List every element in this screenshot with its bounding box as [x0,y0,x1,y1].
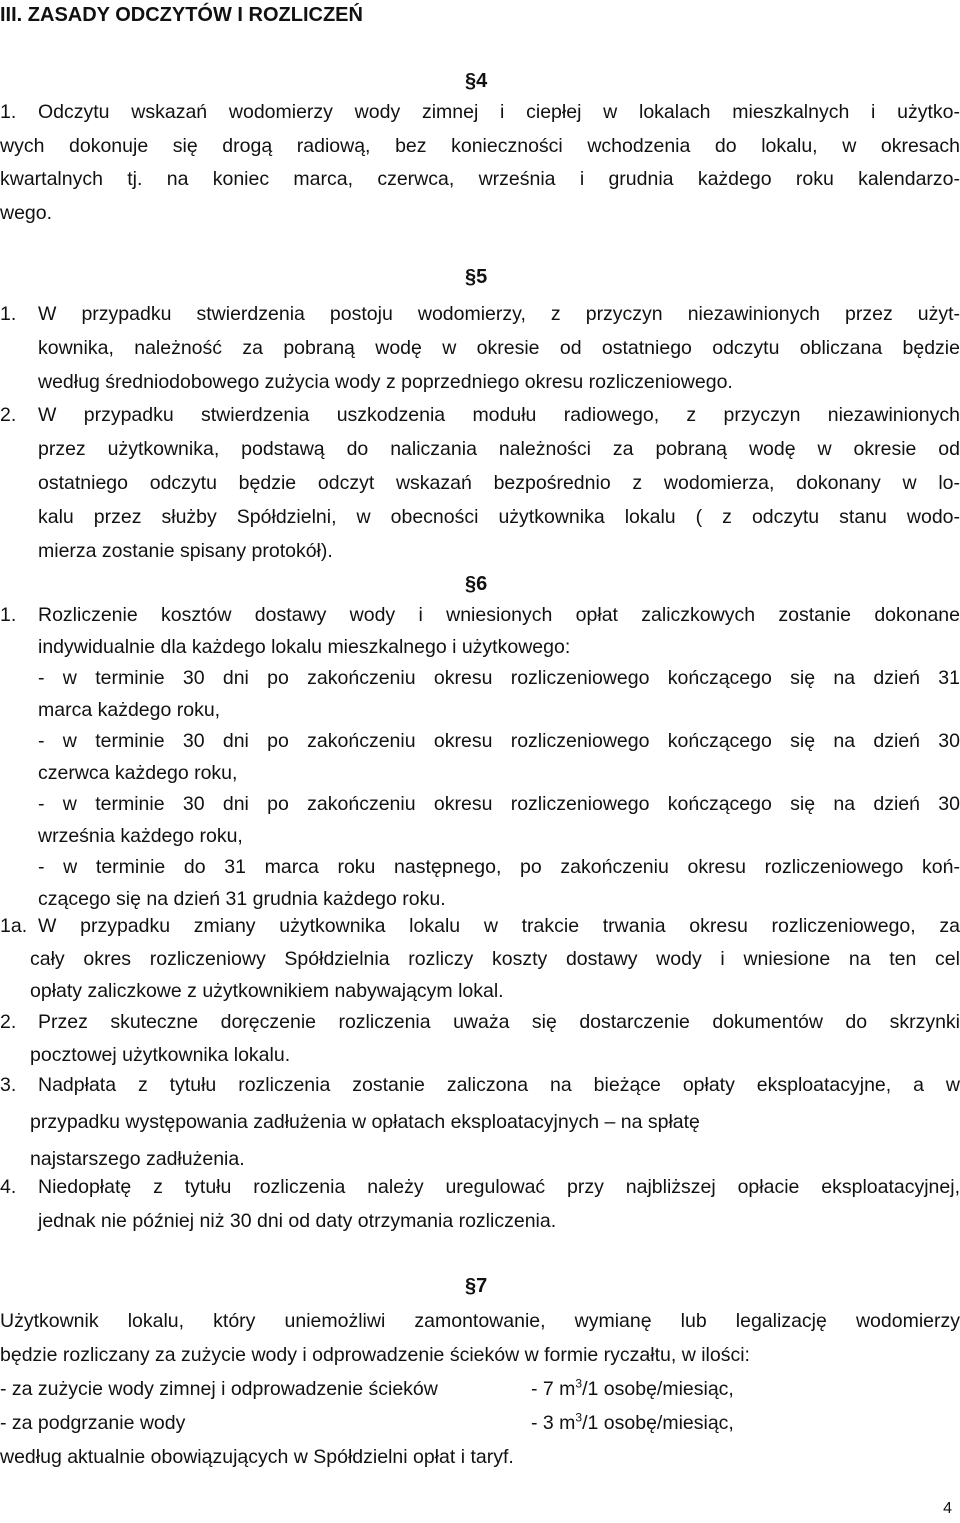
lump-sum-item-heating [0,1406,960,1440]
text-line: W przypadku zmiany użytkownika lokalu w trakcie trwania okresu rozliczeniowego, za [38,915,960,937]
item-label: - za podgrzanie wody [0,1412,186,1434]
text-line: pocztowej użytkownika lokalu. [30,1043,291,1066]
text-line: kwartalnych tj. na koniec marca, czerwca, września i grudnia każdego roku kalendarzo- [0,168,960,190]
page-number: 4 [943,1500,952,1517]
list-item: - w terminie 30 dni po zakończeniu okresu rozliczeniowego kończącego się na dzień 31 [38,667,960,689]
text-line: czerwca każdego roku, [38,761,238,784]
text-line: indywidualnie dla każdego lokalu mieszkalnego i użytkowego: [38,635,571,658]
text-line: przypadku występowania zadłużenia w opłatach eksploatacyjnych – na spłatę [30,1111,700,1133]
section-6-paragraph-4 [0,1170,960,1238]
section-4-paragraph-1 [0,96,960,230]
section-5-mark: §5 [465,266,488,288]
chapter-heading: III. ZASADY ODCZYTÓW I ROZLICZEŃ [0,4,363,26]
section-4-mark: §4 [465,70,488,92]
text-line: jednak nie później niż 30 dni od daty otrzymania rozliczenia. [38,1210,557,1232]
section-5-paragraph-2 [0,398,960,568]
paragraph-number: 2. [0,1011,17,1033]
item-amount: - 3 m [531,1412,576,1434]
text-line: będzie rozliczany za zużycie wody i odprowadzenie ścieków w formie ryczałtu, w ilości: [0,1344,750,1366]
text-line: września każdego roku, [38,824,243,847]
text-line: Niedopłatę z tytułu rozliczenia należy uregulować przy najbliższej opłacie eksploatacyjnej, [38,1176,960,1198]
section-5-paragraph-1 [0,297,960,399]
text-line: cały okres rozliczeniowy Spółdzielnia rozliczy koszty dostawy wody i wniesione na ten cel [30,947,960,970]
paragraph-number: 1a. [0,915,28,937]
section-7-body [0,1304,960,1474]
list-item: - w terminie 30 dni po zakończeniu okresu rozliczeniowego kończącego się na dzień 30 [38,730,960,752]
text-line: W przypadku stwierdzenia postoju wodomierzy, z przyczyn niezawinionych przez użyt- [38,303,960,325]
item-unit: /1 osobę/miesiąc, [582,1378,734,1400]
paragraph-number: 3. [0,1074,17,1096]
text-line: kalu przez służby Spółdzielni, w obecności użytkownika lokalu ( z odczytu stanu wodo- [38,506,960,528]
section-7-mark: §7 [465,1275,488,1297]
text-line: Rozliczenie kosztów dostawy wody i wniesionych opłat zaliczkowych zostanie dokonane [38,604,960,626]
text-line: opłaty zaliczkowe z użytkownikiem nabywającym lokal. [30,980,504,1002]
paragraph-number: 1. [0,604,17,626]
text-line: Nadpłata z tytułu rozliczenia zostanie zaliczona na bieżące opłaty eksploatacyjne, a w [38,1074,960,1096]
paragraph-number: 1. [0,101,17,123]
item-amount: - 7 m [531,1378,576,1400]
text-line: Odczytu wskazań wodomierzy wody zimnej i ciepłej w lokalach mieszkalnych i użytko- [38,101,960,123]
text-line: najstarszego zadłużenia. [30,1148,245,1170]
section-6-mark: §6 [465,573,488,595]
lump-sum-item-cold-water [0,1372,960,1406]
item-exponent: 3 [575,1376,583,1391]
paragraph-number: 1. [0,303,17,325]
text-line: przez użytkownika, podstawą do naliczania należności za pobraną wodę w okresie od [38,438,960,460]
text-line: czącego się na dzień 31 grudnia każdego roku. [38,887,446,910]
text-line: według aktualnie obowiązujących w Spółdzielni opłat i taryf. [0,1446,514,1468]
text-line: według średniodobowego zużycia wody z poprzedniego okresu rozliczeniowego. [38,371,733,393]
section-6-paragraph-3 [0,1067,960,1178]
text-line: wego. [0,201,53,224]
item-unit: /1 osobę/miesiąc, [582,1412,734,1434]
text-line: marca każdego roku, [38,698,221,721]
text-line: Przez skuteczne doręczenie rozliczenia uważa się dostarczenie dokumentów do skrzynki [38,1011,960,1033]
section-6-paragraph-2 [0,1006,960,1071]
section-6-paragraph-1 [0,600,960,915]
item-exponent: 3 [575,1410,583,1425]
item-label: - za zużycie wody zimnej i odprowadzenie ścieków [0,1378,438,1400]
text-line: wych dokonuje się drogą radiową, bez konieczności wchodzenia do lokalu, w okresach [0,134,960,157]
paragraph-number: 2. [0,404,17,426]
text-line: Użytkownik lokalu, który uniemożliwi zamontowanie, wymianę lub legalizację wodomierzy [0,1310,960,1332]
text-line: kownika, należność za pobraną wodę w okresie od ostatniego odczytu obliczana będzie [38,337,960,359]
list-item: - w terminie do 31 marca roku następnego, po zakończeniu okresu rozliczeniowego koń- [38,856,960,878]
text-line: W przypadku stwierdzenia uszkodzenia modułu radiowego, z przyczyn niezawinionych [38,404,960,426]
list-item: - w terminie 30 dni po zakończeniu okresu rozliczeniowego kończącego się na dzień 30 [38,793,960,815]
section-6-paragraph-1a [0,910,960,1008]
text-line: ostatniego odczytu będzie odczyt wskazań bezpośrednio z wodomierza, dokonany w lo- [38,472,960,494]
text-line: mierza zostanie spisany protokół). [38,540,333,562]
paragraph-number: 4. [0,1176,17,1198]
